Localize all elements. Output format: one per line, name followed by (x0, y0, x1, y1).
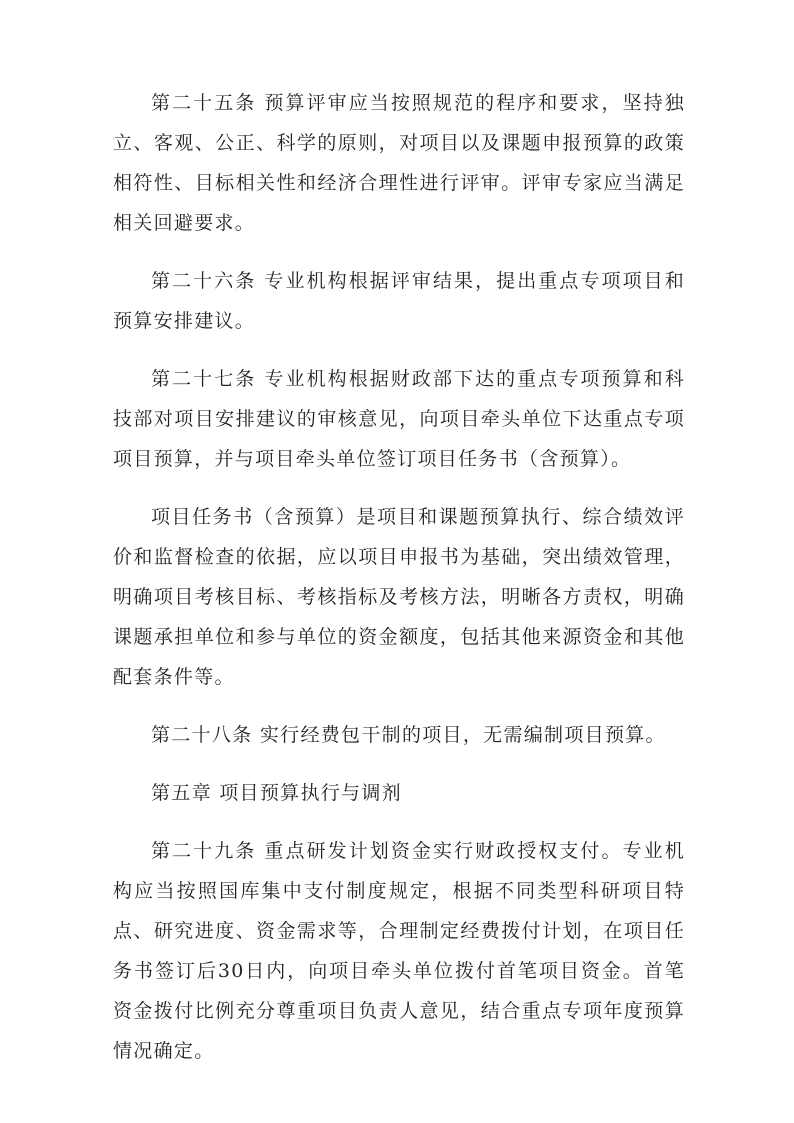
article-26-paragraph: 第二十六条 专业机构根据评审结果，提出重点专项项目和预算安排建议。 (113, 270, 685, 332)
chapter-5-heading: 第五章 项目预算执行与调剂 (151, 782, 402, 804)
document-page (113, 83, 685, 1089)
task-book-paragraph: 项目任务书（含预算）是项目和课题预算执行、综合绩效评价和监督检查的依据，应以项目申报书为基础，突出绩效管理，明确项目考核目标、考核指标及考核方法，明晰各方责权，明确课题承担单位和参与单位的资金额度，包括其他来源资金和其他配套条件等。 (113, 506, 685, 688)
article-25-paragraph: 第二十五条 预算评审应当按照规范的程序和要求，坚持独立、客观、公正、科学的原则，对项目以及课题申报预算的政策相符性、目标相关性和经济合理性进行评审。评审专家应当满足相关回避要求。 (113, 92, 685, 234)
article-28-paragraph: 第二十八条 实行经费包干制的项目，无需编制项目预算。 (151, 724, 666, 746)
article-29-paragraph: 第二十九条 重点研发计划资金实行财政授权支付。专业机构应当按照国库集中支付制度规定，根据不同类型科研项目特点、研究进度、资金需求等，合理制定经费拨付计划，在项目任务书签订后30日内，向项目牵头单位拨付首笔项目资金。首笔资金拨付比例充分尊重项目负责人意见，结合重点专项年度预算情况确定。 (113, 840, 685, 1062)
article-27-paragraph: 第二十七条 专业机构根据财政部下达的重点专项预算和科技部对项目安排建议的审核意见，向项目牵头单位下达重点专项项目预算，并与项目牵头单位签订项目任务书（含预算）。 (113, 368, 685, 470)
